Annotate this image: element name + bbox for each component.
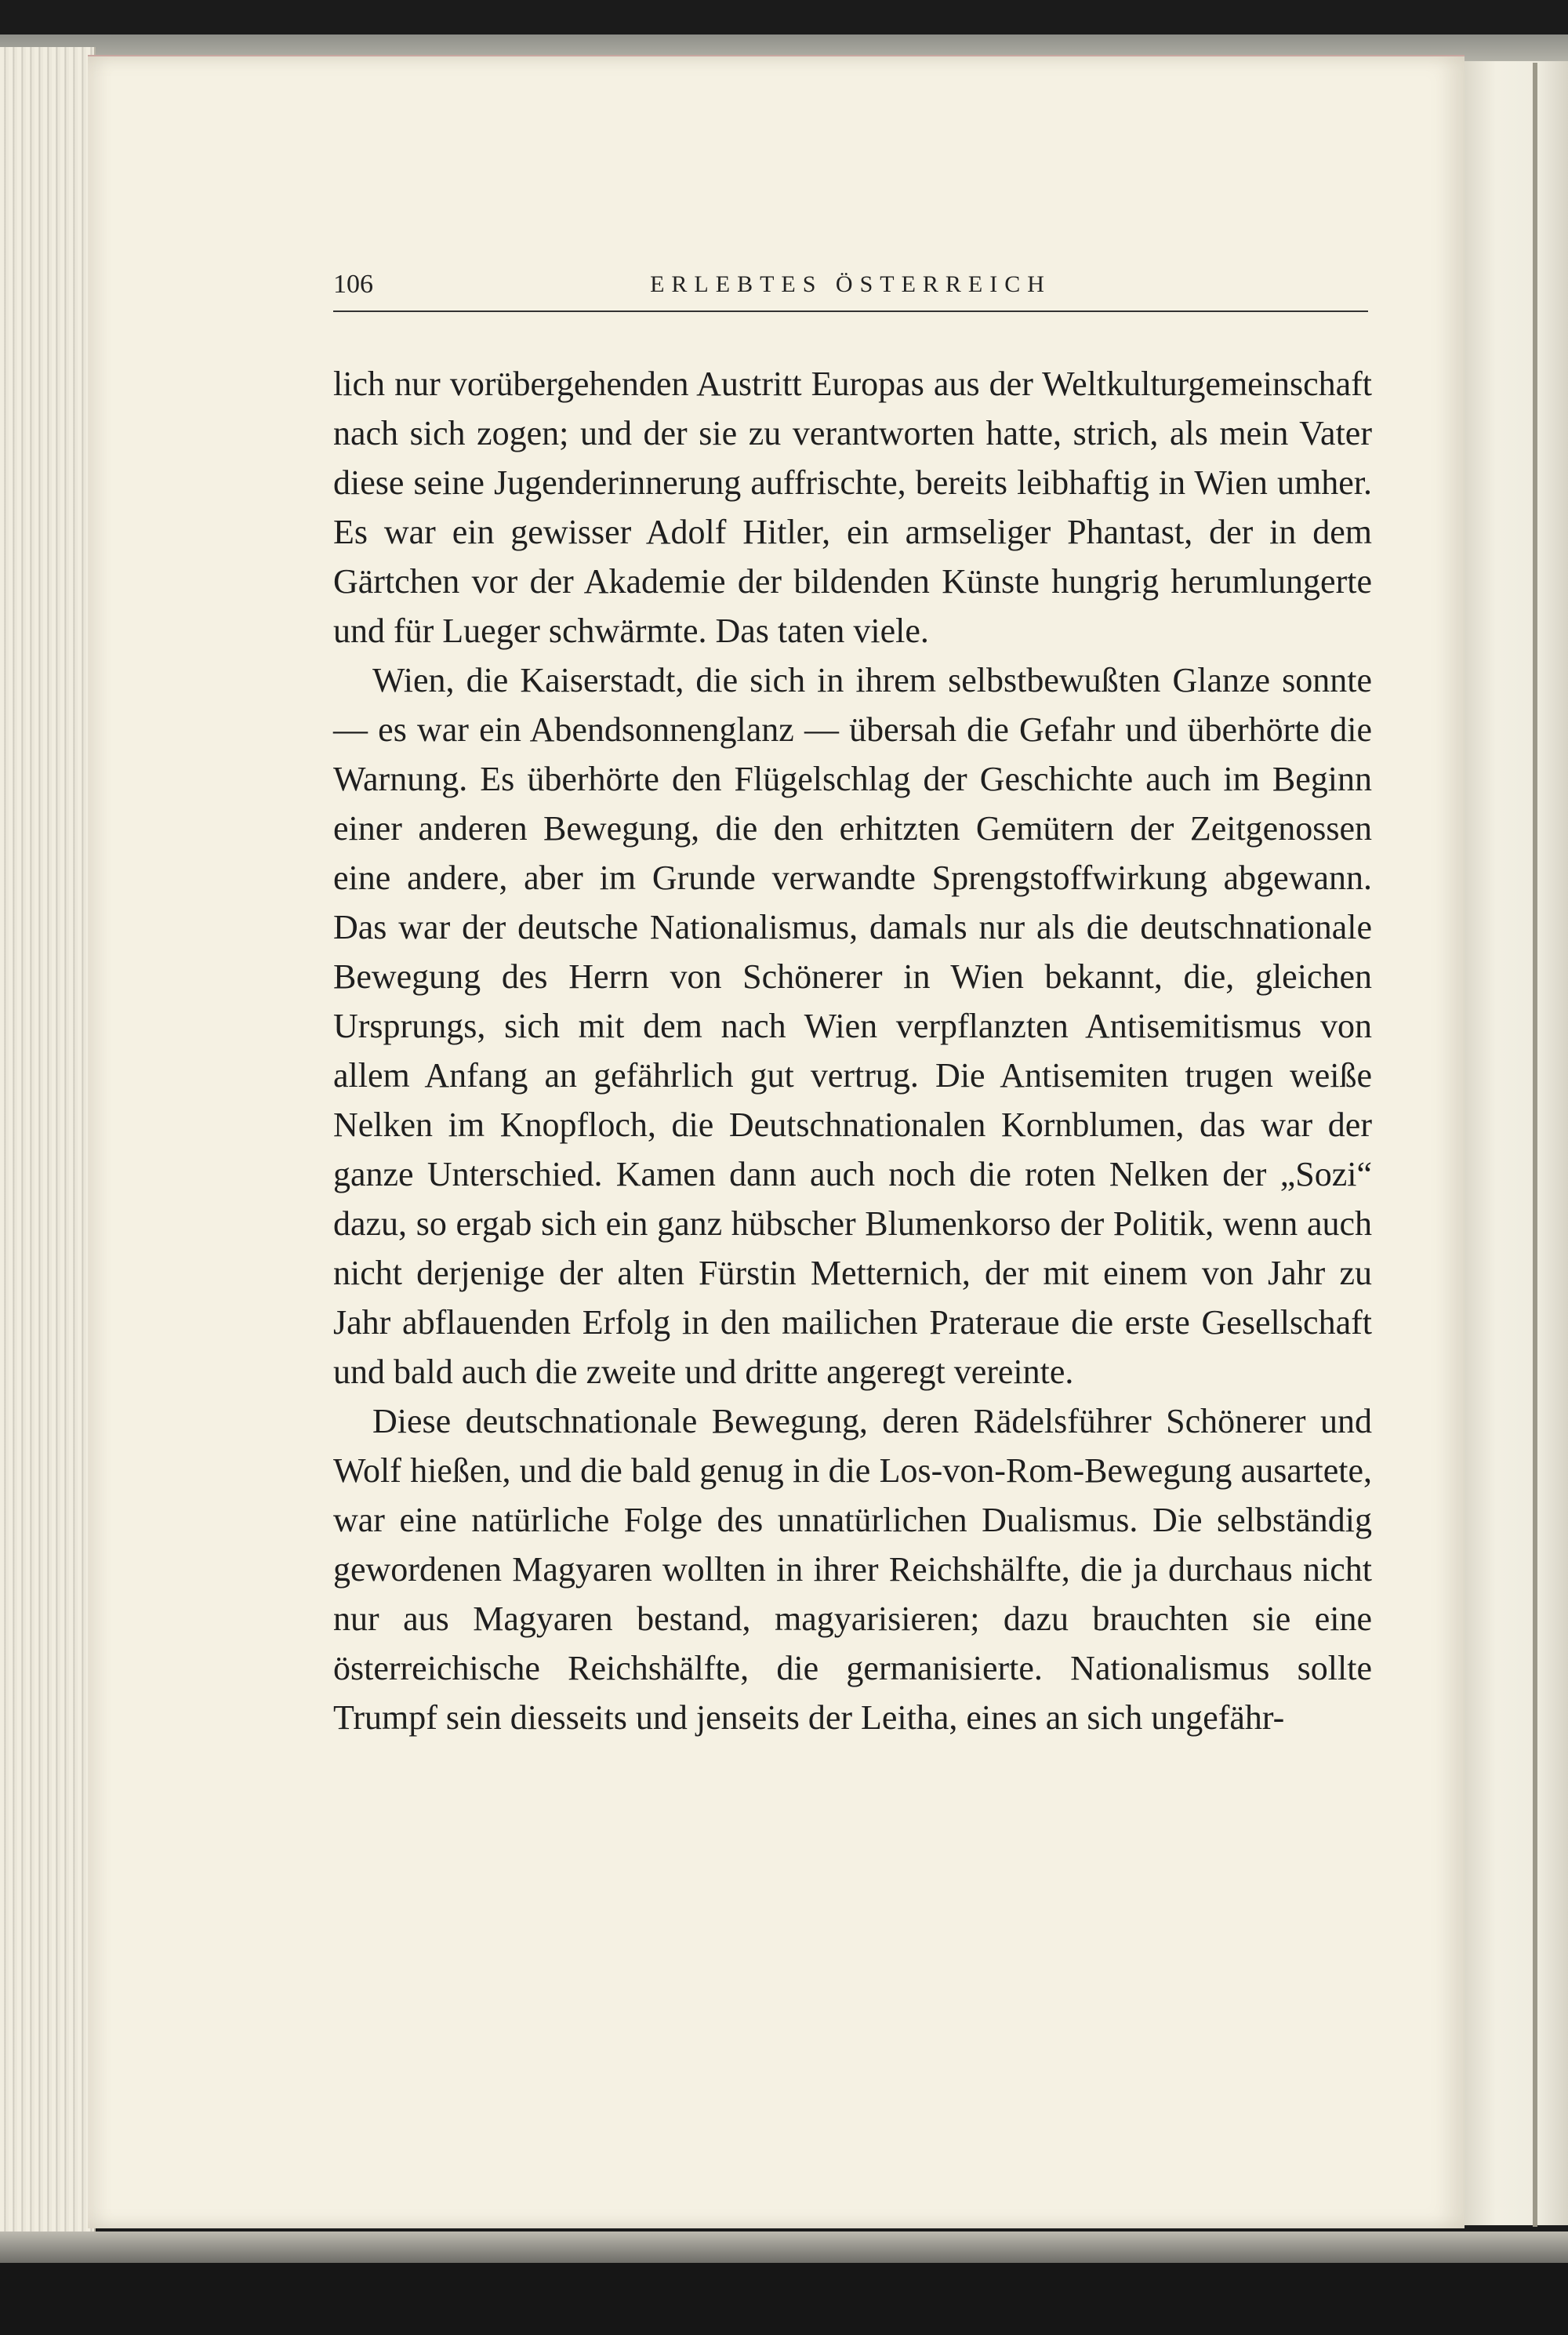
- right-book-board: [1465, 61, 1568, 2225]
- right-board-edge: [1533, 63, 1537, 2227]
- page-number: 106: [333, 270, 373, 299]
- paragraph-1: lich nur vorübergehenden Austritt Europas aus der Weltkulturgemeinschaft nach sich zogen; und der sie zu verantworten hatte, strich, als mein Vater diese seine Jugenderinnerung auffrischte, bereits leibhaftig in Wien umher. Es war ein gewisser Adolf Hitler, ein armseliger Phantast, der in dem Gärtchen vor der Akademie der bildenden Künste hungrig herumlungerte und für Lueger schwärmte. Das taten viele.: [333, 365, 1372, 650]
- bottom-background: [0, 2263, 1568, 2335]
- header-rule: [333, 310, 1368, 312]
- paragraph-2: Wien, die Kaiserstadt, die sich in ihrem selbstbewußten Glanze sonnte — es war ein Abendsonnenglanz — übersah die Gefahr und überhörte die Warnung. Es überhörte den Flügelschlag der Geschichte auch im Beginn einer anderen Bewegung, die den erhitzten Gemütern der Zeitgenossen eine andere, aber im Grunde verwandte Sprengstoffwirkung abgewann. Das war der deutsche Nationalismus, damals nur als die deutschnationale Bewegung des Herrn von Schönerer in Wien bekannt, die, gleichen Ursprungs, sich mit dem nach Wien verpflanzten Antisemitismus von allem Anfang an gefährlich gut vertrug. Die Antisemiten trugen weiße Nelken im Knopfloch, die Deutschnationalen Kornblumen, das war der ganze Unterschied. Kamen dann auch noch die roten Nelken der „Sozi“ dazu, so ergab sich ein ganz hübscher Blumenkorso der Politik, wenn auch nicht derjenige der alten Fürstin Metternich, der mit einem von Jahr zu Jahr abflauenden Erfolg in den mailichen Prateraue die erste Gesellschaft und bald auch die zweite und dritte angeregt vereinte.: [333, 661, 1372, 1391]
- paragraph-3: Diese deutschnationale Bewegung, deren Rädelsführer Schönerer und Wolf hießen, und die bald genug in die Los-von-Rom-Bewegung ausartete, war eine natürliche Folge des unnatürlichen Dualismus. Die selbständig gewordenen Magyaren wollten in ihrer Reichshälfte, die ja durchaus nicht nur aus Magyaren bestand, magyarisieren; dazu brauchten sie eine österreichische Reichshälfte, die germanisierte. Nationalismus sollte Trumpf sein diesseits und jenseits der Leitha, eines an sich ungefähr-: [333, 1402, 1372, 1737]
- running-title: ERLEBTES ÖSTERREICH: [650, 271, 1051, 297]
- bottom-book-edge: [0, 2232, 1568, 2263]
- page-header: [333, 270, 1368, 312]
- left-page-stack: [0, 47, 96, 2235]
- body-text: [333, 359, 1372, 1742]
